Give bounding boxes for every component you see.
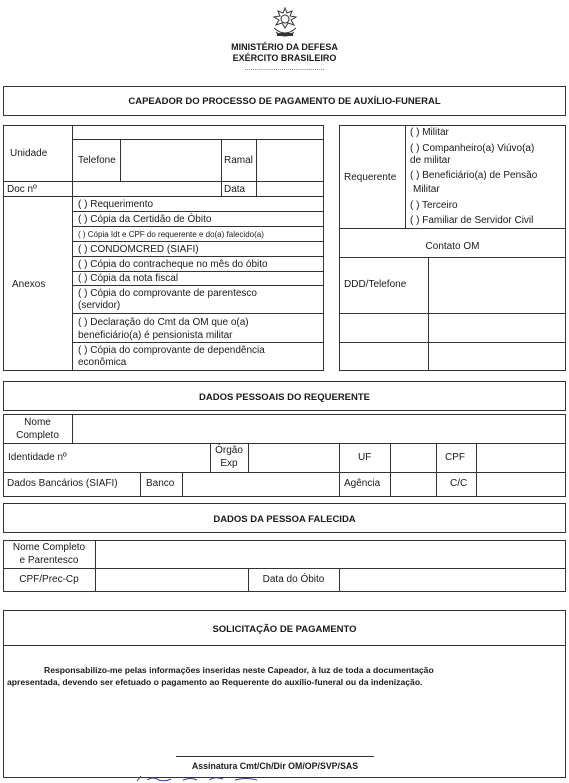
contato-extra-field-2[interactable] [429,343,565,370]
contato-om-label: Contato OM [425,241,480,252]
anexo-parentesco-line2: (servidor) [78,300,121,311]
signature-line [176,756,374,757]
telefone-label: Telefone [78,155,116,166]
unidade-field[interactable] [73,126,323,139]
nome-parentesco-label-1: Nome Completo [12,542,86,553]
ddd-telefone-field[interactable] [429,258,565,313]
opt-familiar-civil[interactable]: ( ) Familiar de Servidor Civil [410,215,534,226]
declaration-line-2: apresentada, devendo ser efetuado o pagamento ao Requerente do auxílio-funeral ou da indenização. [7,677,423,687]
banco-label: Banco [146,478,175,489]
declaration-line-1: Responsabilizo-me pelas informações inseridas neste Capeador, à luz de toda a documentação [44,665,434,675]
handwritten-scribble [135,774,265,783]
doc-label: Doc nº [7,184,37,195]
nome-completo-label-1: Nome [24,417,51,428]
anexo-dependencia-line1[interactable]: ( ) Cópia do comprovante de dependência [78,345,265,356]
opt-beneficiario-line2: Militar [413,184,440,195]
falecido-title: DADOS DA PESSOA FALECIDA [213,514,356,525]
anexo-certidao-obito[interactable]: ( ) Cópia da Certidão de Óbito [78,214,212,225]
falecido-nome-field[interactable] [96,541,565,568]
requerente-label: Requerente [344,172,397,183]
opt-militar[interactable]: ( ) Militar [410,127,449,138]
ramal-label: Ramal [224,155,253,166]
solicitacao-box [3,610,566,778]
data-obito-field[interactable] [340,569,565,592]
anexo-declaracao-line1[interactable]: ( ) Declaração do Cmt da OM que o(a) [78,317,249,328]
data-label: Data [224,184,246,195]
cpf-label: CPF [445,452,465,463]
coat-of-arms-emblem [270,6,300,40]
data-obito-label: Data do Óbito [262,574,325,585]
contato-extra-field-1[interactable] [429,314,565,342]
nome-completo-field[interactable] [73,415,565,443]
agencia-field[interactable] [391,473,436,497]
dados-pessoais-title: DADOS PESSOAIS DO REQUERENTE [198,392,371,403]
unidade-label: Unidade [10,148,48,159]
form-title: CAPEADOR DO PROCESSO DE PAGAMENTO DE AUXÍLIO-FUNERAL [128,96,441,107]
ramal-field[interactable] [257,140,323,181]
ddd-telefone-label: DDD/Telefone [344,279,407,290]
solicitacao-title: SOLICITAÇÃO DE PAGAMENTO [212,624,357,635]
dotted-line: ......................................... [244,65,325,72]
anexos-label: Anexos [12,279,46,290]
opt-beneficiario-line1[interactable]: ( ) Beneficiário(a) de Pensão [410,170,538,181]
cpf-field[interactable] [477,444,565,472]
opt-companheiro-line2: de militar [410,155,451,166]
cc-label: C/C [450,478,468,489]
uf-field[interactable] [391,444,436,472]
anexo-requerimento[interactable]: ( ) Requerimento [78,199,154,210]
orgao-exp-label-2: Exp [220,458,238,469]
army-heading: EXÉRCITO BRASILEIRO [232,53,337,63]
orgao-exp-field[interactable] [249,444,339,472]
identidade-label: Identidade nº [8,452,67,463]
cpf-prec-label: CPF/Prec-Cp [19,574,79,585]
nome-completo-label-2: Completo [16,430,59,441]
opt-terceiro[interactable]: ( ) Terceiro [410,200,458,211]
nome-parentesco-label-2: e Parentesco [19,555,79,566]
signature-label: Assinatura Cmt/Ch/Dir OM/OP/SVP/SAS [191,761,359,771]
agencia-label: Agência [344,478,381,489]
identidade-field[interactable] [73,444,210,472]
anexo-contracheque[interactable]: ( ) Cópia do contracheque no mês do óbito [78,259,268,270]
telefone-field[interactable] [121,140,221,181]
opt-companheiro-line1[interactable]: ( ) Companheiro(a) Viúvo(a) [410,143,535,154]
ministry-heading: MINISTÉRIO DA DEFESA [231,42,338,52]
banco-field[interactable] [183,473,339,497]
uf-label: UF [358,452,372,463]
cc-field[interactable] [477,473,565,497]
cpf-prec-field[interactable] [96,569,248,592]
anexo-nota-fiscal[interactable]: ( ) Cópia da nota fiscal [78,273,179,284]
anexo-dependencia-line2: econômica [78,357,127,368]
anexo-idt-cpf[interactable]: ( ) Cópia Idt e CPF do requerente e do(a) falecido(a) [78,230,264,239]
doc-field[interactable] [73,182,221,196]
anexo-declaracao-line2: beneficiário(a) é pensionista militar [78,330,233,341]
orgao-exp-label-1: Órgão [215,445,243,456]
data-field[interactable] [257,182,323,196]
anexo-condomcred[interactable]: ( ) CONDOMCRED (SIAFI) [78,244,199,255]
dados-bancarios-label: Dados Bancários (SIAFI) [7,478,118,489]
anexo-parentesco-line1[interactable]: ( ) Cópia do comprovante de parentesco [78,288,257,299]
